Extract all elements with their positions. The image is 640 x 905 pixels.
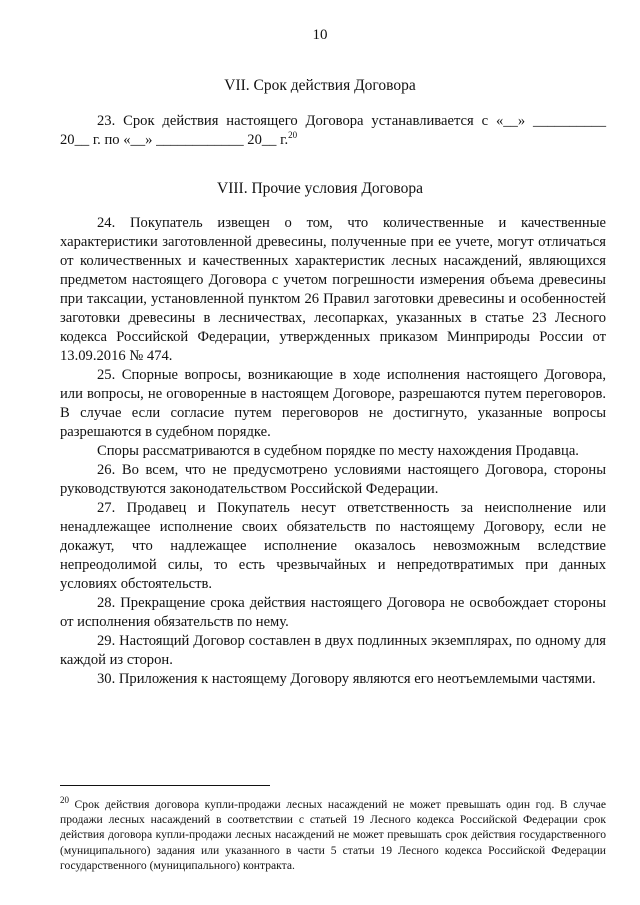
- clause-30: 30. Приложения к настоящему Договору являются его неотъемлемыми частями.: [97, 671, 596, 687]
- clause-23-line-2: [60, 131, 606, 150]
- clause-26: 26. Во всем, что не предусмотрено условиями настоящего Договора, стороны руководствуются законодательством Российской Федерации.: [60, 462, 606, 497]
- clause-29: 29. Настоящий Договор составлен в двух подлинных экземплярах, по одному для каждой из сторон.: [60, 633, 606, 668]
- clause-28: 28. Прекращение срока действия настоящего Договора не освобождает стороны от исполнения обязательств по нему.: [60, 595, 606, 630]
- footnote-separator: [60, 785, 270, 786]
- section-8-heading: VIII. Прочие условия Договора: [217, 180, 423, 197]
- footnote-20: [60, 797, 606, 873]
- clause-25: 25. Спорные вопросы, возникающие в ходе исполнения настоящего Договора, или вопросы, не оговоренные в настоящем Договоре, разрешаются путем переговоров. В случае если согласие путем переговоров не достигнуто, указанные вопросы разрешаются в судебном порядке.: [60, 367, 606, 440]
- clause-23: [60, 112, 606, 150]
- section-7-heading: VII. Срок действия Договора: [224, 77, 416, 94]
- clause-27: 27. Продавец и Покупатель несут ответственность за неисполнение или ненадлежащее исполнение своих обязательств по настоящему Договору, если не докажут, что надлежащее исполнение оказалось невозможным вследствие непреодолимой силы, то есть чрезвычайных и непредотвратимых при данных условиях обстоятельств.: [60, 500, 606, 592]
- footnote-ref-20: 20: [288, 130, 298, 141]
- section-8-body: [60, 214, 606, 689]
- clause-25-disputes: Споры рассматриваются в судебном порядке по месту нахождения Продавца.: [97, 443, 579, 459]
- page-number: 10: [312, 27, 328, 43]
- footnote-paragraph: [60, 797, 606, 873]
- footnote-text: Срок действия договора купли-продажи лесных насаждений не может превышать один год. В случае продажи лесных насаждений в соответствии с статьей 19 Лесного кодекса Российской Федерации срок действия договора купли-продажи лесных насаждений не может превышать срок действия государственного (муниципального) задания или указанного в части 5 статьи 19 Лесного кодекса Российской Федерации государственного (муниципального) контракта.: [60, 798, 606, 872]
- clause-23-line-1: 23. Срок действия настоящего Договора устанавливается с «__» __________: [97, 113, 606, 129]
- clause-24: 24. Покупатель извещен о том, что количественные и качественные характеристики заготовленной древесины, полученные при ее учете, могут отличаться от количественных и качественных характеристик лесных насаждений, являющихся предметом настоящего Договора с учетом погрешности измерения объема древесины при таксации, установленной пунктом 26 Правил заготовки древесины и особенностей заготовки древесины в лесничествах, лесопарках, указанных в статье 23 Лесного кодекса Российской Федерации, утвержденных приказом Минприроды России от 13.09.2016 № 474.: [60, 215, 606, 364]
- footnote-marker: 20: [60, 795, 69, 806]
- clause-23-date-range: 20__ г. по «__» ____________ 20__ г.: [60, 132, 289, 148]
